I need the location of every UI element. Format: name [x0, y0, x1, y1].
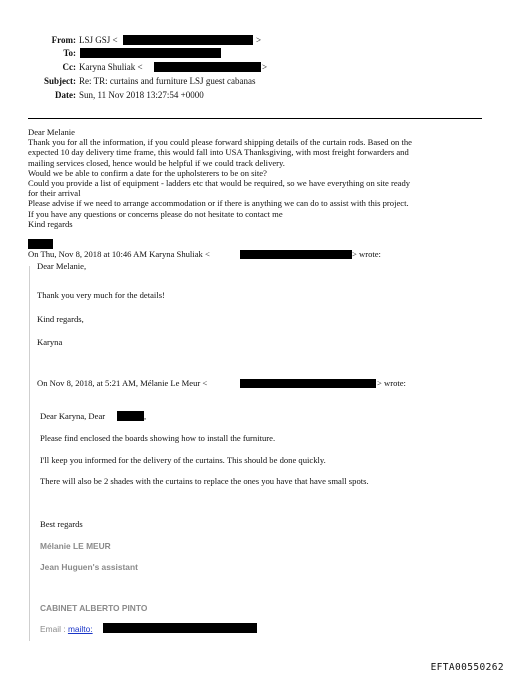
subject-value: Re: TR: curtains and furniture LSJ guest cabanas: [79, 76, 256, 86]
message-line: Could you provide a list of equipment - ladders etc that would be required, so we have everything on site ready: [28, 178, 411, 189]
redaction-box: [240, 250, 352, 259]
date-label: Date:: [55, 90, 76, 100]
message-line: mailing services closed, hence would be helpful if we could track delivery.: [28, 157, 285, 168]
redaction-box: [240, 379, 376, 388]
cc-end: >: [262, 62, 268, 72]
cc-label: Cc:: [62, 62, 76, 72]
quote2-greeting: Dear Karyna, Dear: [40, 411, 106, 421]
quote1-attribution: On Thu, Nov 8, 2018 at 10:46 AM Karyna Shuliak <: [28, 249, 210, 259]
quote1-attribution-end: > wrote:: [352, 249, 381, 259]
message-line: If you have any questions or concerns please do not hesitate to contact me: [28, 208, 283, 219]
redaction-box: [28, 239, 53, 249]
quote2-greeting-end: ,: [144, 411, 147, 421]
redaction-box: [154, 62, 261, 72]
quote1-greeting: Dear Melanie,: [37, 261, 87, 271]
message-line: Dear Melanie: [28, 127, 76, 137]
date-value: Sun, 11 Nov 2018 13:27:54 +0000: [79, 90, 204, 100]
message-line: Kind regards: [28, 218, 73, 229]
quote2-attribution: On Nov 8, 2018, at 5:21 AM, Mélanie Le Meur <: [37, 378, 208, 388]
message-body: [28, 127, 412, 229]
quote1-regards: Kind regards,: [37, 314, 84, 324]
redaction-box: [103, 623, 257, 633]
email-link[interactable]: mailto:: [67, 624, 93, 634]
redaction-box: [117, 411, 147, 421]
message-line: Please advise if we need to arrange accommodation or if there is anything we can do to assist with this project.: [28, 198, 409, 209]
from-end: >: [256, 35, 262, 45]
header-divider: [28, 118, 482, 119]
quote2-line: There will also be 2 shades with the curtains to replace the ones you have that have small spots.: [40, 476, 369, 486]
quote-bar: [29, 266, 30, 641]
redaction-box: [123, 35, 253, 45]
quote1-name: Karyna: [37, 337, 63, 347]
signature-name: Mélanie LE MEUR: [40, 541, 111, 551]
signature-company: CABINET ALBERTO PINTO: [40, 603, 148, 613]
quote1-thanks: Thank you very much for the details!: [37, 290, 165, 300]
document-id: EFTA00550262: [430, 662, 504, 673]
from-label: From:: [51, 35, 76, 45]
quote2-regards: Best regards: [40, 519, 83, 529]
message-line: for their arrival: [28, 188, 81, 199]
subject-label: Subject:: [44, 76, 76, 86]
message-line: Thank you for all the information, if you could please forward shipping details of the curtain rods. Based on the: [28, 137, 412, 148]
quote2-line: I'll keep you informed for the delivery of the curtains. This should be done quickly.: [40, 455, 326, 465]
quote2-line: Please find enclosed the boards showing how to install the furniture.: [40, 433, 276, 443]
message-line: Would we be able to confirm a date for the upholsterers to be on site?: [28, 167, 267, 178]
email-label: Email :: [40, 624, 68, 634]
from-value: LSJ GSJ <: [79, 35, 118, 45]
signature-email: [40, 624, 93, 634]
quote2-attribution-end: > wrote:: [377, 378, 406, 388]
cc-value: Karyna Shuliak <: [79, 62, 143, 72]
signature-title: Jean Huguen's assistant: [40, 562, 138, 572]
message-line: expected 10 day delivery time frame, this would fall into USA Thanksgiving, with most freight forwarders and: [28, 147, 409, 158]
to-label: To:: [63, 48, 76, 58]
redaction-box: [80, 48, 221, 58]
